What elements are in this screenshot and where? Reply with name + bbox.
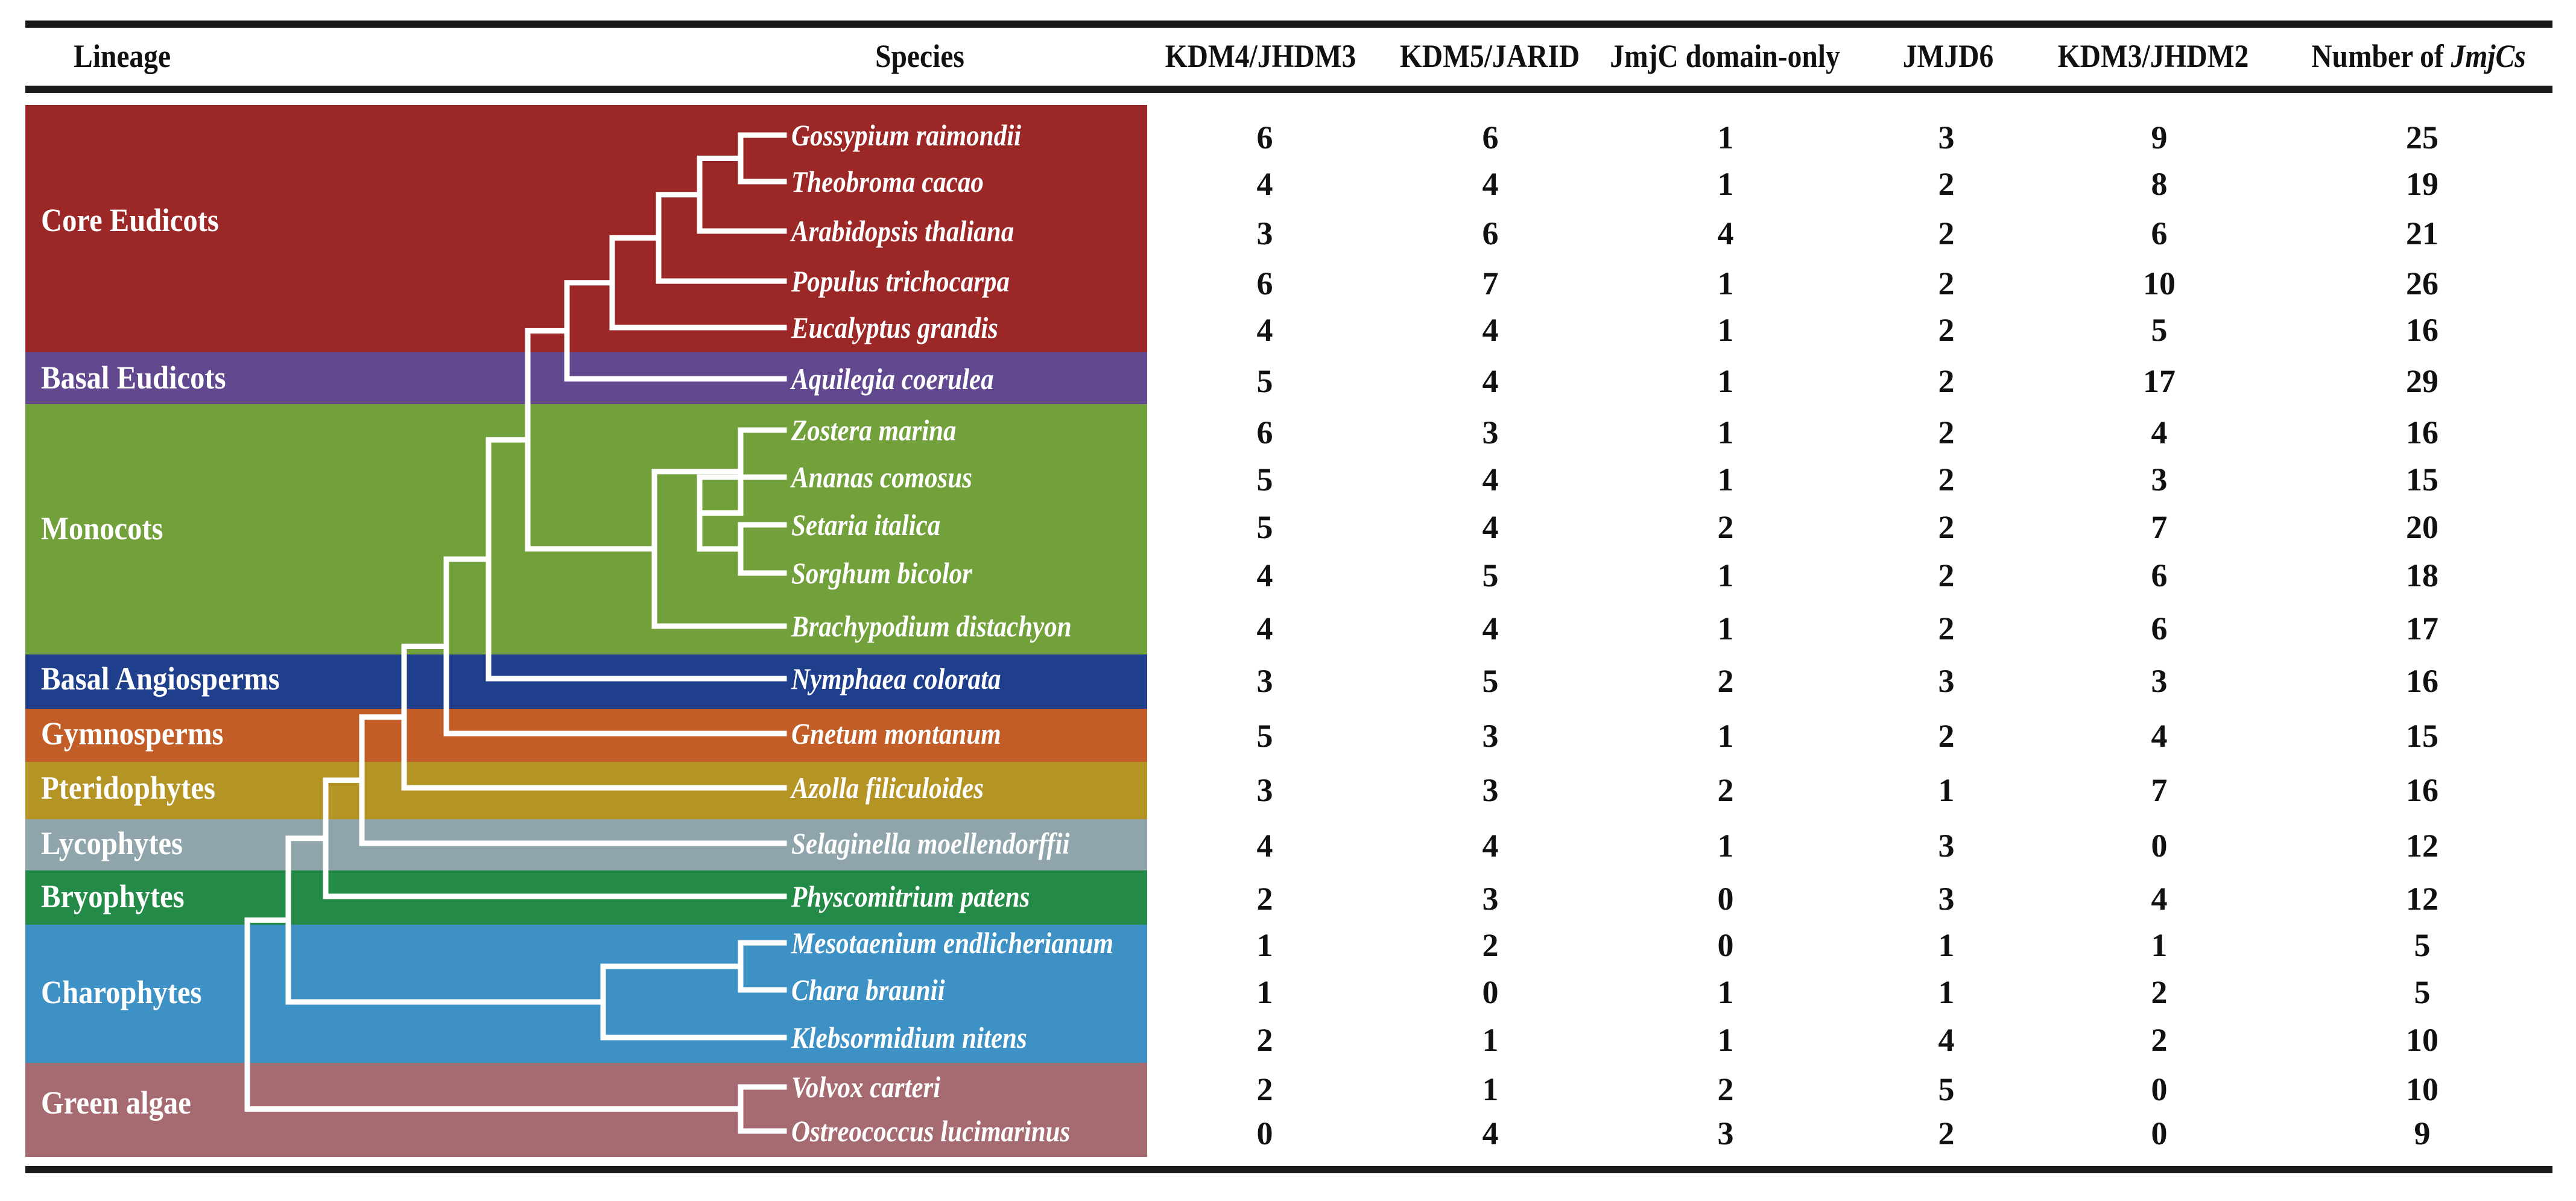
count-cell-kdm3: 3 xyxy=(2151,663,2168,699)
count-cell-kdm4: 4 xyxy=(1256,312,1273,348)
count-cell-jmjd6: 3 xyxy=(1938,663,1955,699)
count-cell-kdm4: 5 xyxy=(1256,461,1273,498)
species-name: Nymphaea colorata xyxy=(791,662,1001,696)
count-cell-jmjc-only: 2 xyxy=(1717,663,1734,699)
count-cell-kdm4: 4 xyxy=(1256,610,1273,647)
count-cell-jmjc-only: 2 xyxy=(1717,509,1734,545)
species-name: Chara braunii xyxy=(791,973,945,1007)
count-cell-kdm4: 5 xyxy=(1256,718,1273,754)
species-name: Mesotaenium endlicherianum xyxy=(791,926,1114,960)
count-cell-total: 21 xyxy=(2406,215,2438,252)
species-name: Setaria italica xyxy=(791,508,941,542)
count-cell-jmjc-only: 3 xyxy=(1717,1115,1734,1152)
header-kdm4: KDM4/JHDM3 xyxy=(1165,38,1356,74)
count-cell-kdm3: 7 xyxy=(2151,509,2168,545)
count-cell-kdm5: 3 xyxy=(1482,718,1499,754)
count-cell-kdm4: 2 xyxy=(1256,1022,1273,1058)
count-cell-jmjd6: 2 xyxy=(1938,166,1955,202)
count-cell-kdm4: 5 xyxy=(1256,363,1273,399)
count-cell-kdm3: 6 xyxy=(2151,557,2168,594)
count-cell-total: 17 xyxy=(2406,610,2438,647)
count-cell-kdm5: 4 xyxy=(1482,363,1499,399)
count-cell-kdm3: 17 xyxy=(2143,363,2176,399)
count-cell-jmjd6: 2 xyxy=(1938,610,1955,647)
count-cell-kdm4: 0 xyxy=(1256,1115,1273,1152)
count-cell-jmjd6: 3 xyxy=(1938,119,1955,156)
count-cell-kdm5: 3 xyxy=(1482,881,1499,917)
lineage-label: Core Eudicots xyxy=(41,202,219,238)
species-name: Ananas comosus xyxy=(791,460,972,494)
count-cell-jmjd6: 2 xyxy=(1938,414,1955,451)
top-rule xyxy=(25,21,2552,28)
count-cell-kdm5: 1 xyxy=(1482,1071,1499,1108)
count-cell-kdm3: 0 xyxy=(2151,1115,2168,1152)
lineage-label: Gymnosperms xyxy=(41,715,224,752)
count-cell-kdm5: 3 xyxy=(1482,414,1499,451)
count-cell-kdm4: 4 xyxy=(1256,828,1273,864)
count-cell-jmjd6: 1 xyxy=(1938,974,1955,1010)
count-cell-jmjc-only: 2 xyxy=(1717,772,1734,808)
count-cell-jmjd6: 4 xyxy=(1938,1022,1955,1058)
count-cell-total: 25 xyxy=(2406,119,2438,156)
count-cell-jmjc-only: 1 xyxy=(1717,414,1734,451)
count-cell-jmjc-only: 1 xyxy=(1717,1022,1734,1058)
count-cell-total: 12 xyxy=(2406,828,2438,864)
count-cell-jmjc-only: 1 xyxy=(1717,119,1734,156)
count-cell-jmjc-only: 1 xyxy=(1717,974,1734,1010)
count-cell-kdm5: 4 xyxy=(1482,610,1499,647)
header-species: Species xyxy=(875,38,964,74)
count-cell-kdm4: 2 xyxy=(1256,881,1273,917)
count-cell-kdm5: 6 xyxy=(1482,119,1499,156)
count-cell-total: 10 xyxy=(2406,1022,2438,1058)
count-cell-jmjd6: 2 xyxy=(1938,265,1955,302)
count-cell-kdm3: 10 xyxy=(2143,265,2176,302)
count-cell-total: 26 xyxy=(2406,265,2438,302)
count-cell-kdm3: 3 xyxy=(2151,461,2168,498)
species-name: Gnetum montanum xyxy=(791,717,1001,750)
count-cell-jmjc-only: 1 xyxy=(1717,557,1734,594)
count-cell-jmjc-only: 4 xyxy=(1717,215,1734,252)
count-cell-kdm4: 5 xyxy=(1256,509,1273,545)
count-cell-kdm3: 4 xyxy=(2151,881,2168,917)
count-cell-total: 15 xyxy=(2406,461,2438,498)
count-cell-jmjc-only: 1 xyxy=(1717,312,1734,348)
species-name: Arabidopsis thaliana xyxy=(791,214,1014,248)
lineage-label: Pteridophytes xyxy=(41,770,215,806)
count-cell-kdm5: 4 xyxy=(1482,312,1499,348)
header-kdm5: KDM5/JARID xyxy=(1399,38,1580,74)
count-cell-jmjd6: 2 xyxy=(1938,363,1955,399)
count-cell-kdm5: 4 xyxy=(1482,461,1499,498)
species-name: Gossypium raimondii xyxy=(791,118,1022,152)
count-cell-kdm5: 4 xyxy=(1482,509,1499,545)
count-cell-total: 16 xyxy=(2406,772,2438,808)
count-cell-kdm3: 4 xyxy=(2151,718,2168,754)
species-name: Azolla filiculoides xyxy=(791,771,984,805)
header-jmjc-domain-only: JmjC domain-only xyxy=(1610,38,1840,74)
count-cell-total: 9 xyxy=(2414,1115,2431,1152)
count-cell-kdm5: 1 xyxy=(1482,1022,1499,1058)
header-number-of-jmjcs xyxy=(2270,35,2568,77)
lineage-label: Basal Angiosperms xyxy=(41,661,280,697)
species-name: Zostera marina xyxy=(791,413,957,447)
count-cell-kdm3: 8 xyxy=(2151,166,2168,202)
count-cell-total: 15 xyxy=(2406,718,2438,754)
count-cell-total: 10 xyxy=(2406,1071,2438,1108)
count-cell-kdm5: 5 xyxy=(1482,557,1499,594)
species-name: Aquilegia coerulea xyxy=(791,362,994,396)
count-cell-jmjc-only: 1 xyxy=(1717,265,1734,302)
count-cell-kdm4: 4 xyxy=(1256,557,1273,594)
count-cell-kdm5: 0 xyxy=(1482,974,1499,1010)
header-total-italic: JmjCs xyxy=(2451,38,2526,74)
count-cell-kdm3: 2 xyxy=(2151,1022,2168,1058)
count-cell-kdm3: 7 xyxy=(2151,772,2168,808)
count-cell-kdm3: 1 xyxy=(2151,927,2168,963)
species-name: Klebsormidium nitens xyxy=(791,1021,1027,1054)
count-cell-kdm3: 0 xyxy=(2151,828,2168,864)
count-cell-jmjd6: 1 xyxy=(1938,772,1955,808)
count-cell-total: 16 xyxy=(2406,312,2438,348)
species-name: Eucalyptus grandis xyxy=(791,311,998,344)
count-cell-jmjc-only: 1 xyxy=(1717,166,1734,202)
bottom-rule xyxy=(25,1166,2552,1173)
species-name: Theobroma cacao xyxy=(791,165,984,198)
count-cell-jmjd6: 3 xyxy=(1938,881,1955,917)
lineage-label: Monocots xyxy=(41,510,163,547)
lineage-label: Basal Eudicots xyxy=(41,360,226,396)
lineage-label: Bryophytes xyxy=(41,878,185,914)
count-cell-total: 29 xyxy=(2406,363,2438,399)
species-name: Populus trichocarpa xyxy=(791,264,1010,298)
lineage-label: Lycophytes xyxy=(41,825,183,861)
count-cell-kdm5: 5 xyxy=(1482,663,1499,699)
header-total-prefix: Number of xyxy=(2311,38,2451,74)
species-name: Selaginella moellendorffii xyxy=(791,826,1070,860)
count-cell-jmjd6: 2 xyxy=(1938,461,1955,498)
count-cell-kdm4: 6 xyxy=(1256,414,1273,451)
count-cell-kdm4: 3 xyxy=(1256,772,1273,808)
count-cell-kdm4: 1 xyxy=(1256,974,1273,1010)
count-cell-jmjc-only: 1 xyxy=(1717,828,1734,864)
count-cell-jmjc-only: 1 xyxy=(1717,718,1734,754)
count-cell-kdm5: 6 xyxy=(1482,215,1499,252)
count-cell-kdm3: 5 xyxy=(2151,312,2168,348)
header-jmjd6: JMJD6 xyxy=(1902,38,1994,74)
count-cell-kdm5: 4 xyxy=(1482,1115,1499,1152)
header-kdm3: KDM3/JHDM2 xyxy=(2057,38,2249,74)
count-cell-kdm5: 4 xyxy=(1482,166,1499,202)
count-cell-jmjd6: 2 xyxy=(1938,557,1955,594)
lineage-label: Green algae xyxy=(41,1085,191,1121)
species-name: Physcomitrium patens xyxy=(791,879,1030,913)
count-cell-jmjc-only: 0 xyxy=(1717,881,1734,917)
count-cell-kdm4: 4 xyxy=(1256,166,1273,202)
count-cell-kdm3: 9 xyxy=(2151,119,2168,156)
count-cell-jmjd6: 1 xyxy=(1938,927,1955,963)
count-cell-kdm4: 2 xyxy=(1256,1071,1273,1108)
header-rule xyxy=(25,86,2552,93)
count-cell-kdm5: 7 xyxy=(1482,265,1499,302)
count-cell-kdm3: 2 xyxy=(2151,974,2168,1010)
count-cell-kdm4: 3 xyxy=(1256,663,1273,699)
count-cell-total: 5 xyxy=(2414,927,2431,963)
count-cell-total: 19 xyxy=(2406,166,2438,202)
count-cell-kdm4: 6 xyxy=(1256,119,1273,156)
count-cell-jmjc-only: 0 xyxy=(1717,927,1734,963)
count-cell-jmjc-only: 1 xyxy=(1717,461,1734,498)
count-cell-total: 16 xyxy=(2406,414,2438,451)
count-cell-total: 18 xyxy=(2406,557,2438,594)
count-cell-kdm4: 3 xyxy=(1256,215,1273,252)
count-cell-total: 12 xyxy=(2406,881,2438,917)
count-cell-kdm5: 2 xyxy=(1482,927,1499,963)
count-cell-total: 20 xyxy=(2406,509,2438,545)
count-cell-total: 16 xyxy=(2406,663,2438,699)
count-cell-jmjd6: 2 xyxy=(1938,509,1955,545)
count-cell-jmjd6: 2 xyxy=(1938,1115,1955,1152)
count-cell-kdm3: 0 xyxy=(2151,1071,2168,1108)
count-cell-jmjd6: 2 xyxy=(1938,312,1955,348)
count-cell-jmjc-only: 2 xyxy=(1717,1071,1734,1108)
count-cell-kdm3: 6 xyxy=(2151,610,2168,647)
count-cell-kdm3: 6 xyxy=(2151,215,2168,252)
species-name: Sorghum bicolor xyxy=(791,556,972,590)
count-cell-kdm5: 4 xyxy=(1482,828,1499,864)
count-cell-kdm4: 6 xyxy=(1256,265,1273,302)
count-cell-jmjd6: 5 xyxy=(1938,1071,1955,1108)
count-cell-kdm4: 1 xyxy=(1256,927,1273,963)
lineage-label: Charophytes xyxy=(41,974,202,1010)
species-name: Ostreococcus lucimarinus xyxy=(791,1114,1071,1148)
species-name: Brachypodium distachyon xyxy=(791,609,1072,643)
count-cell-jmjd6: 2 xyxy=(1938,718,1955,754)
species-name: Volvox carteri xyxy=(791,1070,941,1104)
header-lineage: Lineage xyxy=(74,38,171,74)
count-cell-kdm5: 3 xyxy=(1482,772,1499,808)
count-cell-jmjd6: 2 xyxy=(1938,215,1955,252)
count-cell-jmjc-only: 1 xyxy=(1717,363,1734,399)
count-cell-kdm3: 4 xyxy=(2151,414,2168,451)
count-cell-jmjc-only: 1 xyxy=(1717,610,1734,647)
count-cell-total: 5 xyxy=(2414,974,2431,1010)
count-cell-jmjd6: 3 xyxy=(1938,828,1955,864)
